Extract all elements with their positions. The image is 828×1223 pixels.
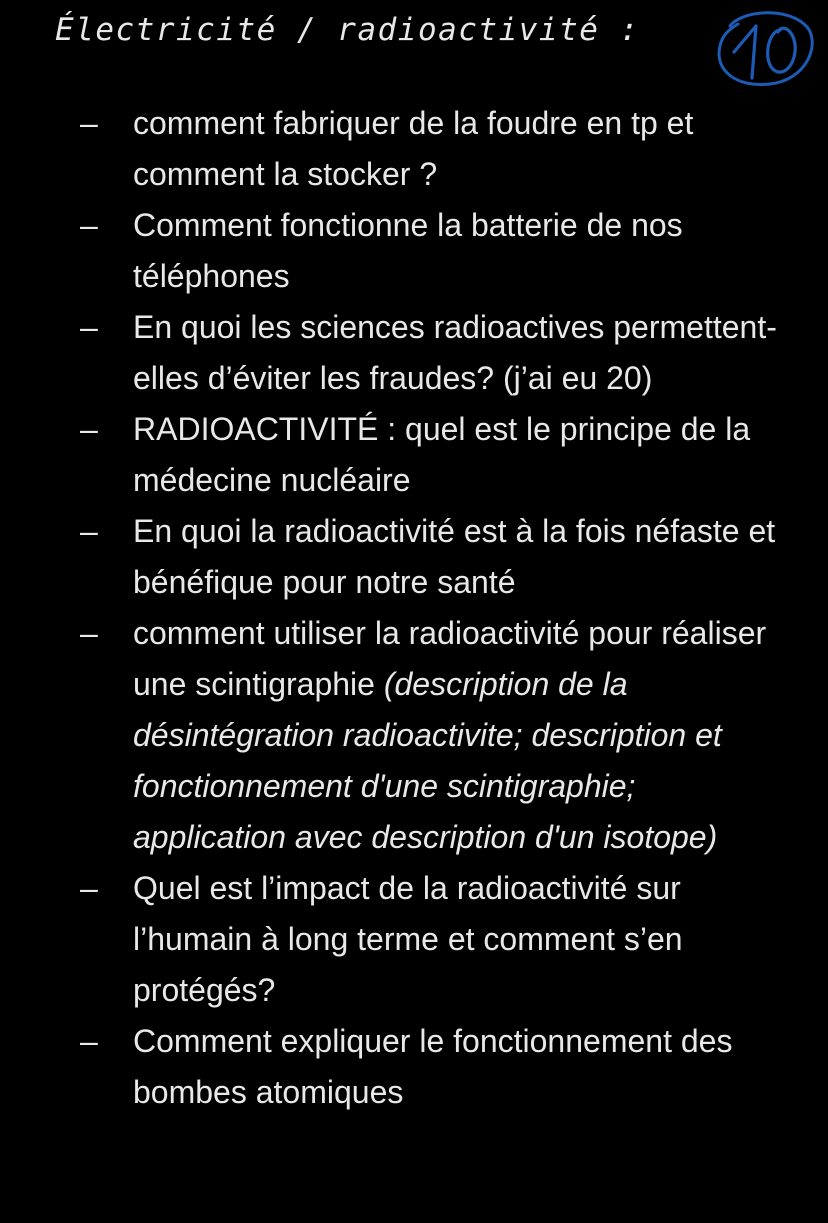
question-list <box>0 98 828 1118</box>
item-text: comment fabriquer de la foudre en tp et comment la stocker ? <box>133 105 694 192</box>
item-text: En quoi les sciences radioactives permettent-elles d’éviter les fraudes? (j’ai eu 20) <box>133 309 777 396</box>
item-text: Comment fonctionne la batterie de nos téléphones <box>133 207 683 294</box>
list-item <box>0 404 828 506</box>
dash-bullet: – <box>80 513 98 549</box>
dash-bullet: – <box>80 309 98 345</box>
item-note: (description de la désintégration radioactivite; description et fonctionnement d'une scintigraphie; application avec description d'un isotope) <box>133 666 722 855</box>
list-item <box>0 98 828 200</box>
list-item <box>0 302 828 404</box>
dash-bullet: – <box>80 105 98 141</box>
item-text: Comment expliquer le fonctionnement des bombes atomiques <box>133 1023 733 1110</box>
item-text: Quel est l’impact de la radioactivité sur l’humain à long terme et comment s’en protégés? <box>133 870 683 1008</box>
dash-bullet: – <box>80 615 98 651</box>
dash-bullet: – <box>80 207 98 243</box>
list-item <box>0 608 828 863</box>
dash-bullet: – <box>80 1023 98 1059</box>
item-text: comment utiliser la radioactivité pour réaliser une scintigraphie <box>133 615 767 702</box>
dash-bullet: – <box>80 411 98 447</box>
section-heading: Électricité / radioactivité : <box>55 12 640 48</box>
list-item <box>0 506 828 608</box>
list-item <box>0 1016 828 1118</box>
item-text: RADIOACTIVITÉ : quel est le principe de la médecine nucléaire <box>133 411 751 498</box>
handwritten-grade-10 <box>712 6 816 90</box>
dash-bullet: – <box>80 870 98 906</box>
item-text: En quoi la radioactivité est à la fois néfaste et bénéfique pour notre santé <box>133 513 776 600</box>
list-item <box>0 863 828 1016</box>
list-item <box>0 200 828 302</box>
